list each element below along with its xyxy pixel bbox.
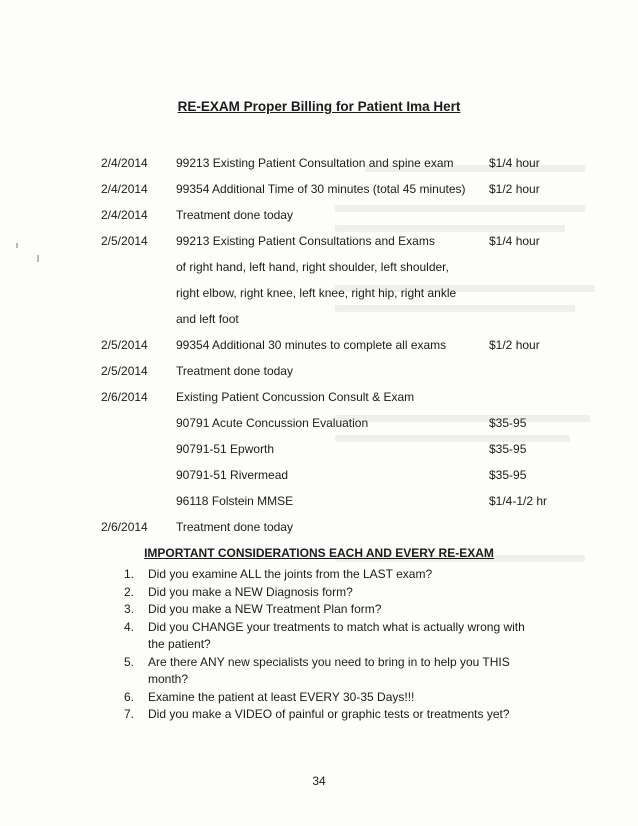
entry-description: of right hand, left hand, right shoulder, left shoulder, xyxy=(176,260,449,274)
entry-description: 90791-51 Epworth xyxy=(176,442,275,456)
billing-row xyxy=(0,462,638,488)
list-item xyxy=(124,619,544,654)
list-number: 6. xyxy=(124,689,135,704)
entry-date: 2/4/2014 xyxy=(101,156,148,170)
page-number: 34 xyxy=(312,774,326,788)
page-title: RE-EXAM Proper Billing for Patient Ima Hert xyxy=(177,99,461,114)
entry-description: Treatment done today xyxy=(176,520,293,534)
entry-description: 99213 Existing Patient Consultations and Exams xyxy=(176,234,435,248)
list-text: Did you make a VIDEO of painful or graphic tests or treatments yet? xyxy=(148,707,510,721)
billing-row xyxy=(0,488,638,514)
billing-row xyxy=(0,358,638,384)
billing-entries xyxy=(0,150,638,540)
billing-row xyxy=(0,332,638,358)
list-number: 3. xyxy=(124,602,135,616)
considerations-list xyxy=(124,566,544,724)
entry-date: 2/5/2014 xyxy=(101,338,148,352)
entry-date: 2/5/2014 xyxy=(101,234,148,248)
list-item xyxy=(124,601,544,619)
billing-row xyxy=(0,514,638,540)
list-text: Did you make a NEW Treatment Plan form? xyxy=(148,602,382,616)
entry-description: Treatment done today xyxy=(176,364,293,378)
entry-date: 2/4/2014 xyxy=(101,208,148,222)
entry-price: $35-95 xyxy=(489,468,527,482)
entry-price: $1/2 hour xyxy=(489,182,540,196)
entry-price: $35-95 xyxy=(489,442,527,456)
list-item xyxy=(124,566,544,584)
entry-description: Existing Patient Concussion Consult & Exam xyxy=(176,390,415,404)
entry-date: 2/4/2014 xyxy=(101,182,148,196)
billing-row xyxy=(0,410,638,436)
billing-row xyxy=(0,176,638,202)
list-text: Did you make a NEW Diagnosis form? xyxy=(148,584,353,599)
entry-price: $35-95 xyxy=(489,416,527,430)
list-number: 1. xyxy=(124,567,135,581)
list-item xyxy=(124,689,544,707)
entry-date: 2/6/2014 xyxy=(101,520,148,534)
entry-price: $1/2 hour xyxy=(489,338,540,352)
entry-date: 2/5/2014 xyxy=(101,364,148,378)
entry-description: and left foot xyxy=(176,312,239,326)
entry-description: 99354 Additional Time of 30 minutes (total 45 minutes) xyxy=(176,182,466,196)
entry-description: 90791 Acute Concussion Evaluation xyxy=(176,416,369,430)
entry-description: 96118 Folstein MMSE xyxy=(176,494,294,508)
list-item xyxy=(124,706,544,724)
billing-row xyxy=(0,150,638,176)
list-text: Did you examine ALL the joints from the LAST exam? xyxy=(148,567,433,581)
entry-description: 99213 Existing Patient Consultation and spine exam xyxy=(176,156,454,170)
considerations-heading: IMPORTANT CONSIDERATIONS EACH AND EVERY RE-EXAM xyxy=(144,546,494,560)
billing-row xyxy=(0,306,638,332)
entry-description: Treatment done today xyxy=(176,208,293,222)
billing-row xyxy=(0,280,638,306)
list-text: Examine the patient at least EVERY 30-35 Days!!! xyxy=(148,689,415,704)
entry-description: 90791-51 Rivermead xyxy=(176,468,289,482)
list-number: 7. xyxy=(124,707,135,721)
list-text: Did you CHANGE your treatments to match what is actually wrong with the patient? xyxy=(148,619,525,651)
entry-price: $1/4 hour xyxy=(489,156,540,170)
entry-description: right elbow, right knee, left knee, right hip, right ankle xyxy=(176,286,457,300)
billing-row xyxy=(0,202,638,228)
list-text: Are there ANY new specialists you need to bring in to help you THIS month? xyxy=(148,654,510,686)
billing-row xyxy=(0,254,638,280)
list-number: 2. xyxy=(124,584,135,599)
list-item xyxy=(124,584,544,602)
billing-row xyxy=(0,384,638,410)
entry-date: 2/6/2014 xyxy=(101,390,148,404)
billing-row xyxy=(0,228,638,254)
list-number: 5. xyxy=(124,654,135,669)
list-number: 4. xyxy=(124,619,135,634)
entry-price: $1/4 hour xyxy=(489,234,540,248)
billing-row xyxy=(0,436,638,462)
entry-price: $1/4-1/2 hr xyxy=(489,494,548,508)
list-item xyxy=(124,654,544,689)
entry-description: 99354 Additional 30 minutes to complete all exams xyxy=(176,338,447,352)
